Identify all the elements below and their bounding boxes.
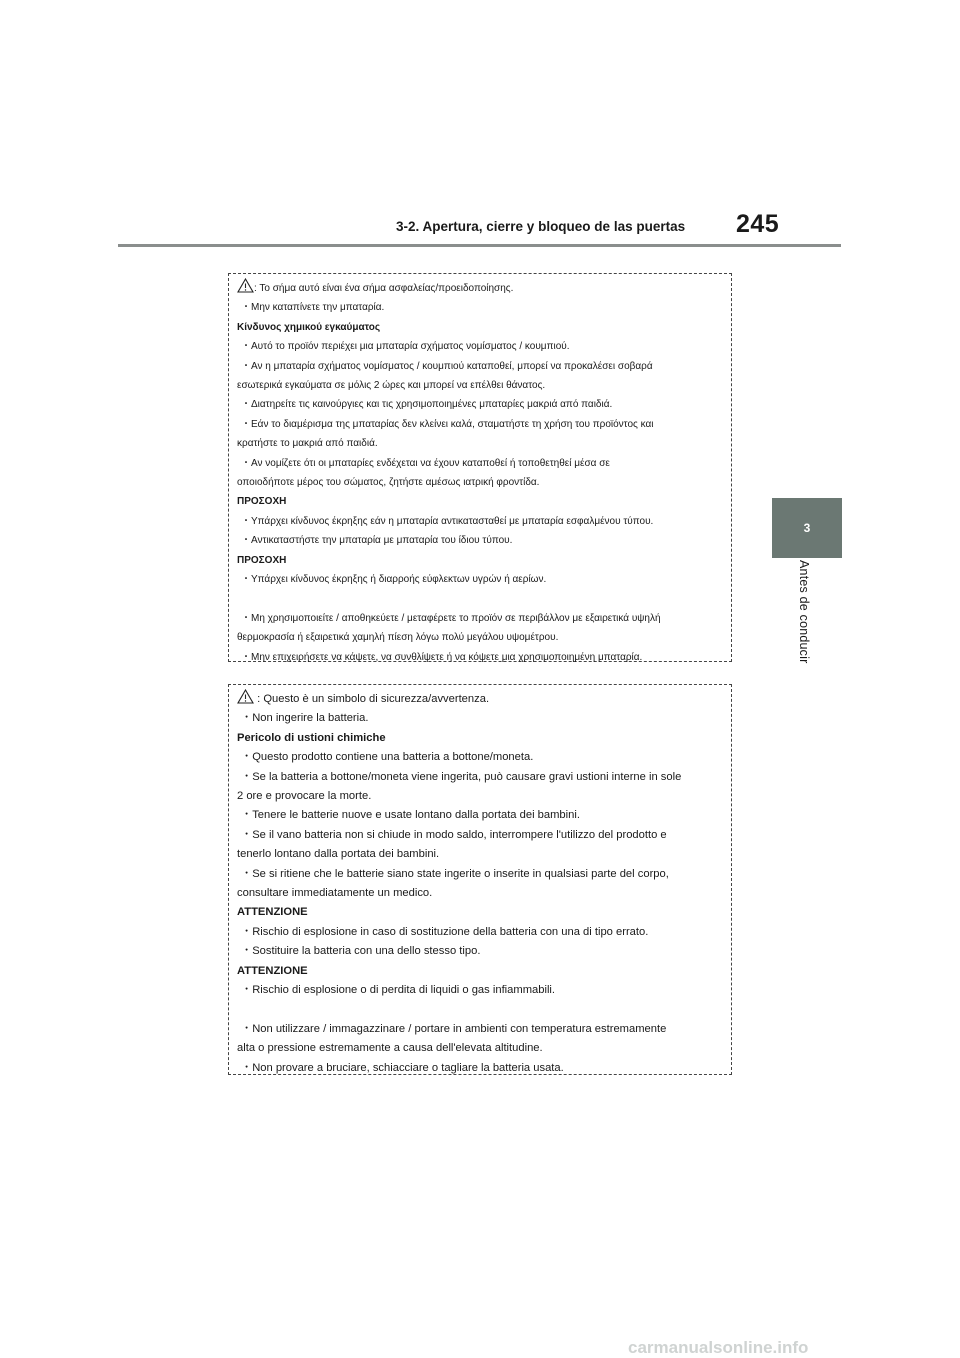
greek-line: ・Υπάρχει κίνδυνος έκρηξης ή διαρροής εύφλεκτων υγρών ή αερίων. xyxy=(241,574,547,586)
italian-line: consultare immediatamente un medico. xyxy=(237,887,433,900)
greek-line: ・Εάν το διαμέρισμα της μπαταρίας δεν κλείνει καλά, σταματήστε τη χρήση του προϊόντος και xyxy=(241,418,654,430)
greek-symbol-line xyxy=(237,278,723,298)
greek-heading: Κίνδυνος χημικού εγκαύματος xyxy=(237,321,381,333)
italian-line: alta o pressione estremamente a causa dell'elevata altitudine. xyxy=(237,1042,543,1055)
blank-line xyxy=(237,1001,723,1020)
italian-line: : Questo è un simbolo di sicurezza/avvertenza. xyxy=(254,693,490,705)
italian-heading: Pericolo di ustioni chimiche xyxy=(237,731,386,744)
italian-warning-box xyxy=(228,684,732,1075)
italian-line: ・Se si ritiene che le batterie siano state ingerite o inserite in qualsiasi parte del corpo, xyxy=(241,867,669,880)
greek-line: ・Διατηρείτε τις καινούργιες και τις χρησιμοποιημένες μπαταρίες μακριά από παιδιά. xyxy=(241,399,613,411)
section-title: 3-2. Apertura, cierre y bloqueo de las puertas xyxy=(396,219,686,234)
greek-line: ・Μην επιχειρήσετε να κάψετε, να συνθλίψετε ή να κόψετε μια χρησιμοποιημένη μπαταρία. xyxy=(241,651,643,663)
greek-line: κρατήστε το μακριά από παιδιά. xyxy=(237,438,378,450)
blank-line xyxy=(237,590,723,609)
italian-line: ・Sostituire la batteria con una dello stesso tipo. xyxy=(241,945,481,958)
italian-line: ・Questo prodotto contiene una batteria a bottone/moneta. xyxy=(241,751,534,764)
chapter-number: 3 xyxy=(803,521,811,535)
italian-symbol-line xyxy=(237,689,723,709)
greek-line: ・Αντικαταστήστε την μπαταρία με μπαταρία του ίδιου τύπου. xyxy=(241,535,513,547)
greek-line: θερμοκρασία ή εξαιρετικά χαμηλή πίεση λόγω πολύ μεγάλου υψομέτρου. xyxy=(237,632,559,644)
greek-warning-box xyxy=(228,273,732,662)
italian-heading: ATTENZIONE xyxy=(237,906,308,919)
greek-line: : Το σήμα αυτό είναι ένα σήμα ασφαλείας/προειδοποίησης. xyxy=(254,283,514,294)
italian-line: 2 ore e provocare la morte. xyxy=(237,790,372,803)
greek-line: ・Υπάρχει κίνδυνος έκρηξης εάν η μπαταρία αντικατασταθεί με μπαταρία εσφαλμένου τύπου. xyxy=(241,515,654,527)
italian-line: ・Non provare a bruciare, schiacciare o tagliare la batteria usata. xyxy=(241,1061,564,1074)
italian-line: ・Tenere le batterie nuove e usate lontano dalla portata dei bambini. xyxy=(241,809,580,822)
page-number: 245 xyxy=(736,210,780,238)
italian-line: ・Se il vano batteria non si chiude in modo saldo, interrompere l'utilizzo del prodotto e xyxy=(241,828,667,841)
header-divider xyxy=(118,244,841,247)
greek-line: ・Μην καταπίνετε την μπαταρία. xyxy=(241,302,385,314)
greek-line: οποιοδήποτε μέρος του σώματος, ζητήστε αμέσως ιατρική φροντίδα. xyxy=(237,477,540,489)
chapter-label: Antes de conducir xyxy=(797,560,811,664)
warning-triangle-icon xyxy=(237,689,254,704)
italian-heading: ATTENZIONE xyxy=(237,964,308,977)
italian-line: ・Rischio di esplosione o di perdita di liquidi o gas infiammabili. xyxy=(241,984,556,997)
italian-line: ・Non utilizzare / immagazzinare / portare in ambienti con temperatura estremamente xyxy=(241,1022,667,1035)
watermark: carmanualsonline.info xyxy=(628,1338,809,1357)
greek-line: ・Αν η μπαταρία σχήματος νομίσματος / κουμπιού καταποθεί, μπορεί να προκαλέσει σοβαρά xyxy=(241,360,653,372)
italian-line: ・Rischio di esplosione in caso di sostituzione della batteria con una di tipo errato. xyxy=(241,925,649,938)
italian-line: tenerlo lontano dalla portata dei bambini. xyxy=(237,848,440,861)
greek-heading: ΠΡΟΣΟΧΗ xyxy=(237,496,287,508)
greek-line: εσωτερικά εγκαύματα σε μόλις 2 ώρες και μπορεί να επέλθει θάνατος. xyxy=(237,380,546,392)
italian-line: ・Non ingerire la batteria. xyxy=(241,712,369,725)
greek-line: ・Μη χρησιμοποιείτε / αποθηκεύετε / μεταφέρετε το προϊόν σε περιβάλλον με εξαιρετικά υψηλή xyxy=(241,612,661,624)
greek-line: ・Αυτό το προϊόν περιέχει μια μπαταρία σχήματος νομίσματος / κουμπιού. xyxy=(241,341,570,353)
greek-line: ・Αν νομίζετε ότι οι μπαταρίες ενδέχεται να έχουν καταποθεί ή τοποθετηθεί μέσα σε xyxy=(241,457,610,469)
chapter-tab xyxy=(772,498,842,558)
warning-triangle-icon xyxy=(237,278,254,293)
greek-heading: ΠΡΟΣΟΧΗ xyxy=(237,554,287,566)
italian-line: ・Se la batteria a bottone/moneta viene ingerita, può causare gravi ustioni interne in sole xyxy=(241,770,682,783)
